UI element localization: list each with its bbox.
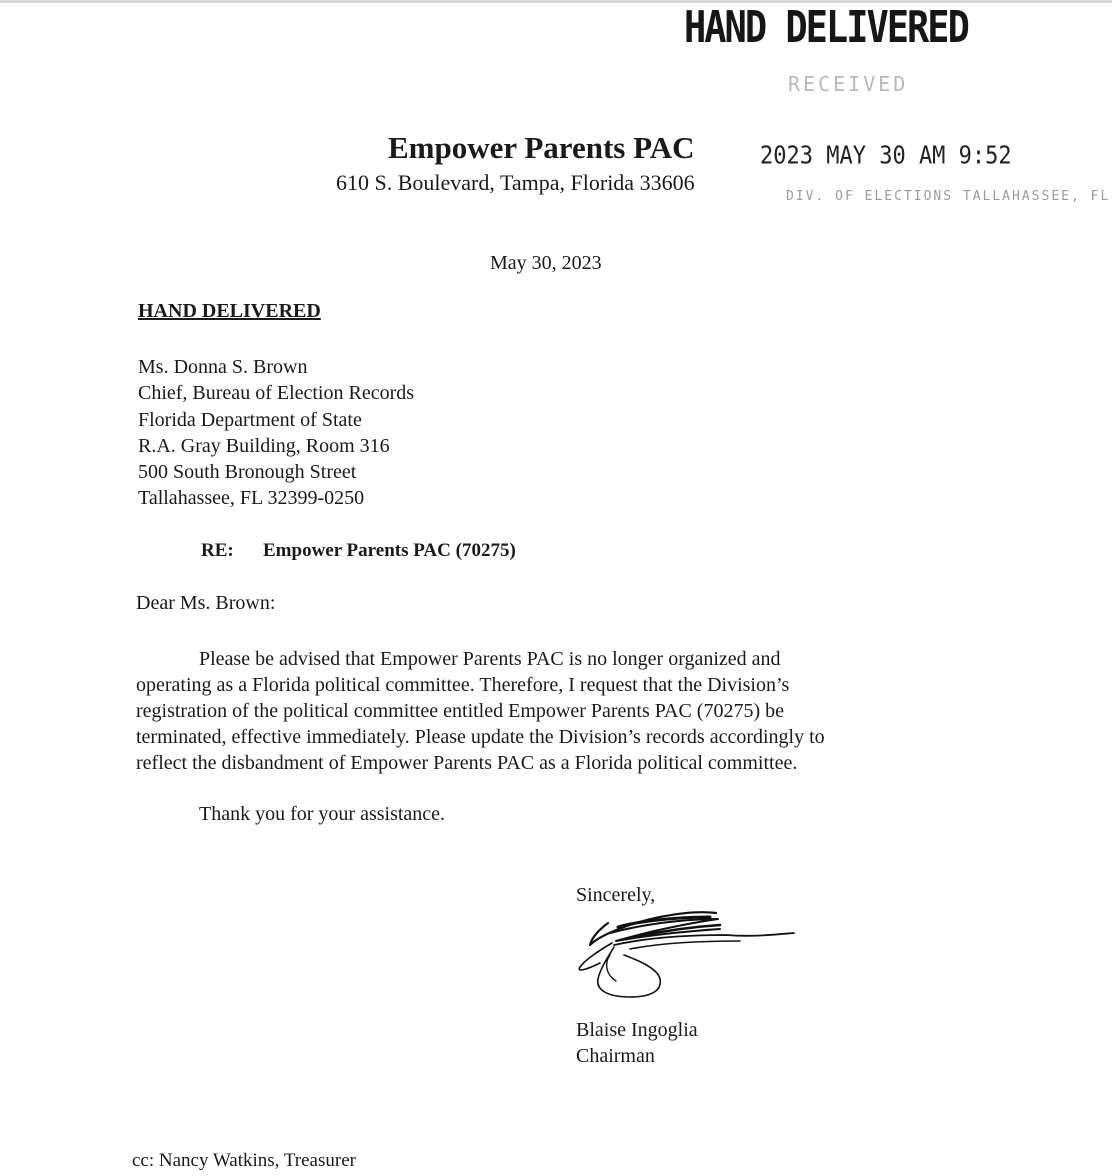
- body-line: reflect the disbandment of Empower Parents PAC as a Florida political committee.: [136, 752, 798, 774]
- re-label: RE:: [201, 540, 234, 561]
- letterhead-org-name: Empower Parents PAC: [388, 130, 695, 165]
- re-subject: Empower Parents PAC (70275): [263, 540, 516, 561]
- received-timestamp-stamp: 2023 MAY 30 AM 9:52: [760, 142, 1012, 170]
- letter-date: May 30, 2023: [490, 252, 602, 274]
- signer-name: Blaise Ingoglia: [576, 1019, 698, 1041]
- received-stamp-faint: RECEIVED: [788, 72, 909, 96]
- cc-line: cc: Nancy Watkins, Treasurer: [132, 1150, 356, 1171]
- recipient-name: Ms. Donna S. Brown: [138, 356, 308, 378]
- body-line: operating as a Florida political committee. Therefore, I request that the Division’s: [136, 674, 790, 696]
- recipient-city: Tallahassee, FL 32399-0250: [138, 487, 365, 510]
- recipient-department: Florida Department of State: [138, 408, 362, 431]
- recipient-building: R.A. Gray Building, Room 316: [138, 434, 390, 457]
- recipient-street: 500 South Bronough Street: [138, 461, 357, 484]
- division-stamp-faint: DIV. OF ELECTIONS TALLAHASSEE, FL: [786, 189, 1111, 204]
- letterhead-address: 610 S. Boulevard, Tampa, Florida 33606: [336, 170, 695, 195]
- salutation: Dear Ms. Brown:: [136, 592, 276, 614]
- body-paragraph: [136, 646, 966, 776]
- body-line: registration of the political committee entitled Empower Parents PAC (70275) be: [136, 700, 785, 722]
- hand-delivered-stamp: HAND DELIVERED: [684, 2, 968, 53]
- handwritten-signature: [570, 905, 810, 1005]
- body-line: Please be advised that Empower Parents PAC is no longer organized and: [199, 648, 781, 670]
- recipient-title: Chief, Bureau of Election Records: [138, 382, 415, 405]
- closing: Sincerely,: [576, 884, 656, 906]
- body-line: terminated, effective immediately. Please update the Division’s records accordingly to: [136, 726, 825, 748]
- thanks-line: Thank you for your assistance.: [199, 803, 446, 825]
- delivery-method: HAND DELIVERED: [138, 300, 321, 322]
- signer-title: Chairman: [576, 1045, 655, 1067]
- recipient-address-block: [138, 354, 414, 512]
